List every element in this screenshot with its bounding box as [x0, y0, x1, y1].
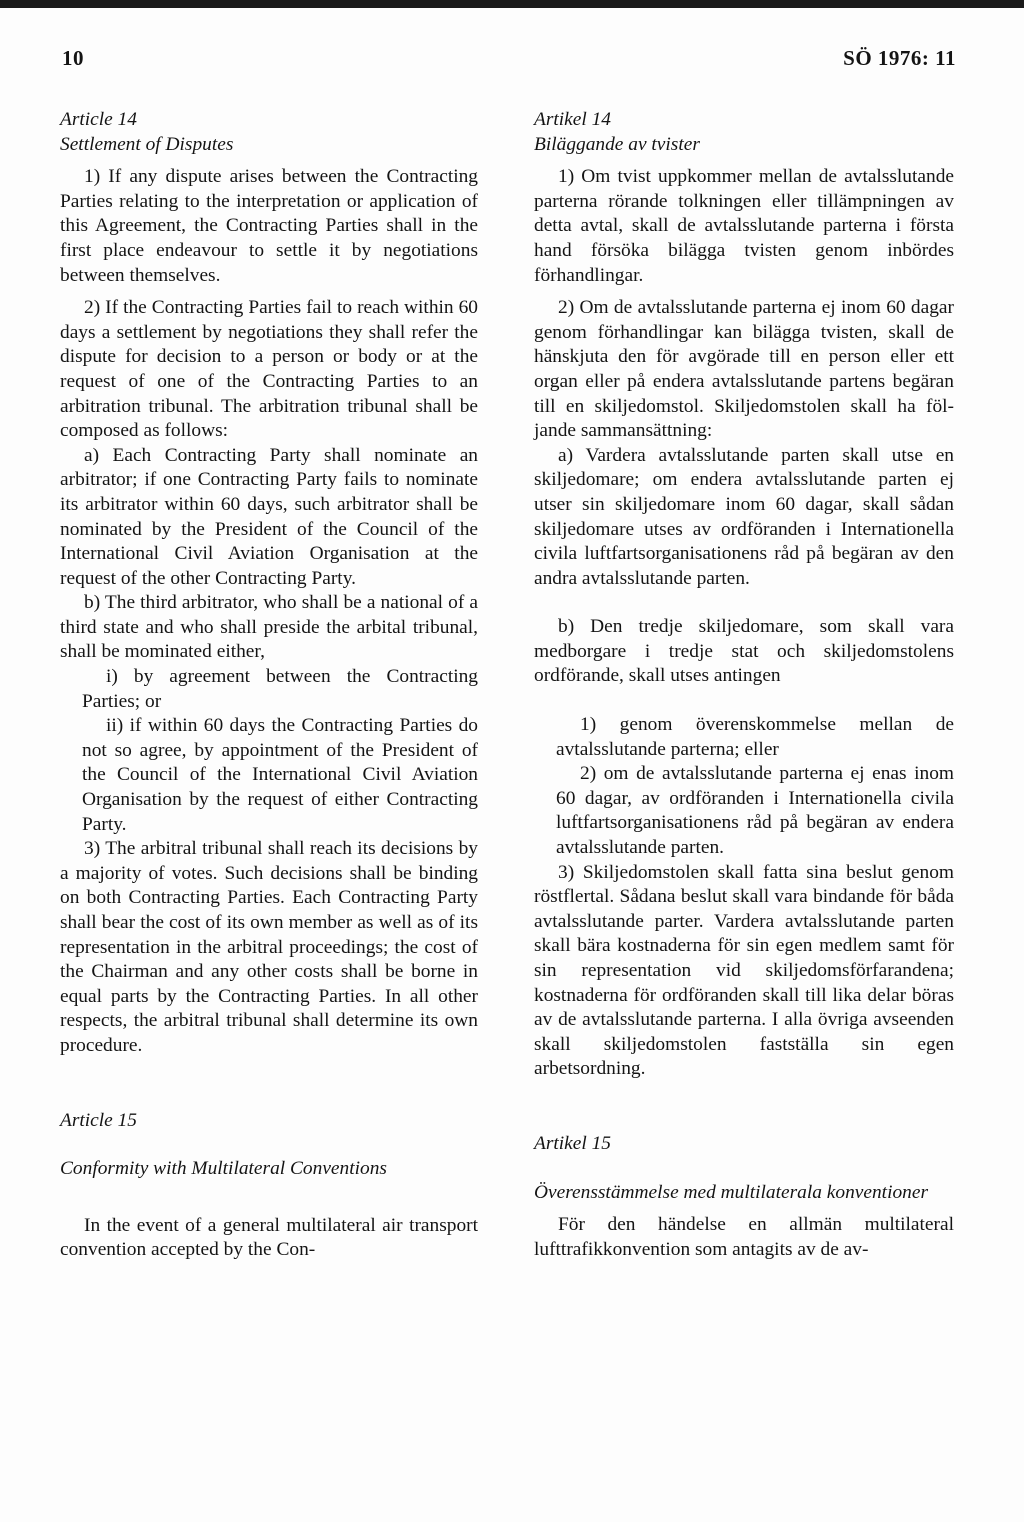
article-15-title-en: Article 15 — [60, 1109, 138, 1131]
article-14-title-en: Article 14 — [60, 109, 138, 130]
swedish-column — [534, 108, 954, 1262]
paragraph-1-en: 1) If any dispute arises between the Contracting Parties relating to the interpretation or application of this Agreement, the Contracting Parties shall in the first place endeavour to settle it by negotiations between themselves. — [60, 166, 478, 286]
article-15-title-sv: Artikel 15 — [534, 1132, 612, 1154]
top-border — [0, 0, 1024, 8]
paragraph-2b-1-sv: 1) genom överenskommelse mellan de avtalsslutande parterna; eller — [556, 714, 954, 760]
paragraph-2b-sv: b) Den tredje skiljedomare, som skall vara medborgare i tredje stat och skiljedomstolens ordförande, skall utses antingen — [534, 616, 954, 687]
article-15-subtitle-en: Conformity with Multilateral Conventions — [60, 1158, 387, 1180]
paragraph-3-sv: 3) Skiljedomstolen skall fatta sina beslut genom röstflertal. Sådana beslut skall vara bindande för båda avtalsslutande parter. Vardera avtalsslutande parten skall bära kostnaderna för sin egen medlem samt för sin representation vid skiljedomsförfarandena; kostnaderna för ordföranden skall till lika delar böras av de avtalsslutande parterna. I alla övriga avseenden skall skiljedomstolen fastställa sin egen arbetsordning. — [534, 861, 954, 1080]
article-14-subtitle-en: Settlement of Disputes — [60, 133, 234, 155]
paragraph-1-sv: 1) Om tvist uppkommer mellan de avtalsslutande parterna rörande tolkningen eller tillämpningen av detta avtal, skall de avtalsslutande parterna i första hand försöka bilägga tvisten genom inbördes förhandlingar. — [534, 166, 954, 286]
english-column — [60, 108, 478, 1263]
article-15-subtitle-sv: Överensstämmelse med multilaterala konventioner — [534, 1181, 929, 1203]
paragraph-2a-en: a) Each Contracting Party shall nominate an arbitrator; if one Contracting Party fails to nominate its arbitrator within 60 days, such arbitrator shall be nominated by the President of the Council of the International Civil Aviation Organisation at the request of the other Contracting Party. — [60, 444, 478, 589]
article-14-title-sv: Artikel 14 — [534, 109, 612, 130]
article-14-subtitle-sv: Biläggande av tvister — [534, 133, 700, 155]
paragraph-2-en: 2) If the Contracting Parties fail to reach within 60 days a settlement by negotiations they shall refer the dispute for decision to a person or body or at the request of one of the Contracting Parties to an arbitration tribunal. The arbitration tribunal shall be composed as follows: — [60, 297, 478, 442]
paragraph-3-en: 3) The arbitral tribunal shall reach its decisions by a majority of votes. Such decisions shall be binding on both Contracting Parties. Each Contracting Party shall bear the cost of its own member as well as of its representation in the arbitral proceedings; the cost of the Chairman and any other costs shall be borne in equal parts by the Contracting Parties. In all other respects, the arbitral tribunal shall determine its own procedure. — [60, 838, 478, 1056]
paragraph-15-en: In the event of a general multilateral air transport convention accepted by the Con- — [60, 1214, 478, 1261]
paragraph-15-sv: För den händelse en allmän multilateral lufttrafikkonvention som antagits av de av- — [534, 1214, 954, 1260]
paragraph-2b-en: b) The third arbitrator, who shall be a national of a third state and who shall preside the arbital tribunal, shall be mominated either, — [60, 592, 478, 663]
document-reference: SÖ 1976: 11 — [843, 46, 956, 70]
paragraph-2-sv: 2) Om de avtalsslutande parterna ej inom 60 dagar genom förhandlingar kan bilägga tvisten, skall de hänskjuta den för avgörade till en person eller ett organ eller på endera avtalsslutande partens begäran till en skiljedomstol. Skiljedomstolen skall ha följande sammansättning: — [534, 297, 954, 442]
paragraph-2a-sv: a) Vardera avtalsslutande parten skall utse en skiljedomare; om endera avtalsslutande parten ej utser sin skiljedomare inom 60 dagar, skall sådan skiljedomare utses av ordföranden i Internationella civila luftfartsorganisationens råd på begäran av den andra avtalsslutande parten. — [534, 444, 954, 589]
paragraph-2b-2-sv: 2) om de avtalsslutande parterna ej enas inom 60 dagar, av ordföranden i Internationella civila luftfartsorganisationens råd på begäran av endera avtalsslutande parten. — [556, 763, 954, 859]
paragraph-2b-ii-en: ii) if within 60 days the Contracting Parties do not so agree, by appointment of the President of the Council of the International Civil Aviation Organisation by the request of either Contracting Party. — [82, 715, 478, 835]
paragraph-2b-i-en: i) by agreement between the Contracting Parties; or — [82, 666, 478, 712]
page-number: 10 — [62, 46, 84, 70]
